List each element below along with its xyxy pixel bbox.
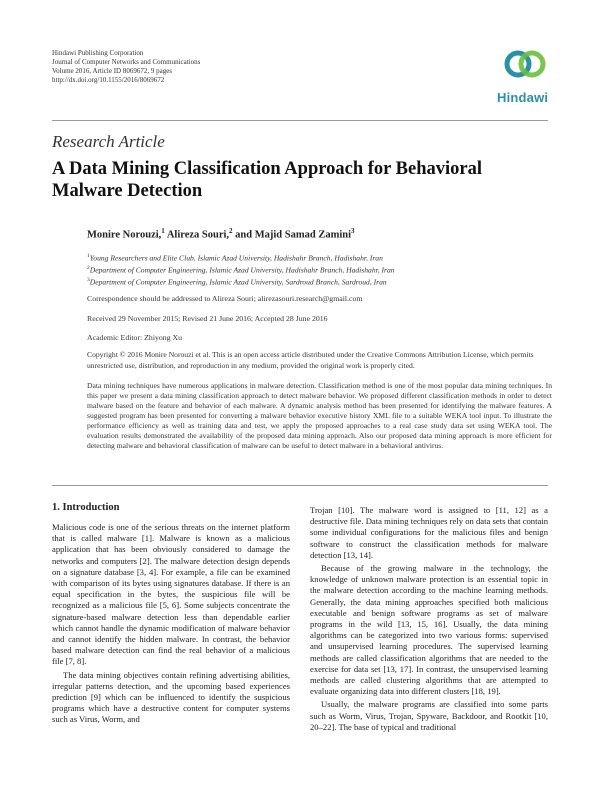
affiliation-sup: 3 [87,277,90,283]
volume-info: Volume 2016, Article ID 8069672, 9 pages [52,67,173,75]
author-name: and Majid Samad Zamini [235,229,351,241]
affiliation-sup: 2 [87,265,90,271]
left-column [52,522,290,726]
affiliation [87,274,547,289]
dates: Received 29 November 2015; Revised 21 June 2016; Accepted 28 June 2016 [87,314,328,323]
right-column [310,505,548,733]
affiliation-sup: 1 [87,253,90,259]
author-name: Alireza Souri, [166,229,230,241]
journal-name: Journal of Computer Networks and Communications [52,58,201,66]
affiliation-text: Department of Computer Engineering, Islamic Azad University, Sardroud Branch, Sardroud, Iran [89,277,387,287]
affiliation-text: Young Researchers and Elite Club, Islamic Azad University, Hadishahr Branch, Hadishahr, Iran [89,253,383,263]
author-sup: 1 [161,227,165,235]
header-divider [52,120,548,121]
paragraph: Usually, the malware programs are classified into some parts such as Worm, Virus, Trojan, Spyware, Backdoor, and Rootkit [10, 20–22]. The base of typical and traditional [310,699,548,732]
section-heading: 1. Introduction [52,502,120,513]
author-sup: 2 [229,227,233,235]
article-type: Research Article [52,132,165,151]
affiliation-text: Department of Computer Engineering, Islamic Azad University, Hadishahr Branch, Hadishahr, Iran [89,265,395,275]
abstract-divider [52,485,548,486]
copyright: Copyright © 2016 Monire Norouzi et al. This is an open access article distributed under the Creative Commons Attribution License, which permits unrestricted use, distribution, and reproduction in any medium, provided the original work is properly cited. [87,350,534,370]
academic-editor: Academic Editor: Zhiyong Xu [87,333,183,342]
doi-link[interactable]: http://dx.doi.org/10.1155/2016/8069672 [52,76,165,84]
paragraph: Because of the growing malware in the technology, the knowledge of unknown malware protection is an essential topic in the malware detection according to the machine learning methods. Generally, the data mining approaches specified both malicious executable and benign software programs as set of malware programs in the wild [13, 15, 16]. Usually, the data mining algorithms can be categorized into two various forms: supervised and unsupervised learning procedures. The supervised learning methods are called classification algorithms that are needed to the exercise for data set [13, 17]. In contrast, the unsupervised learning methods are called clustering algorithms that are attempted to evaluate organizing data into different clusters [18, 19]. [310,563,548,697]
publisher: Hindawi Publishing Corporation [52,49,144,57]
journal-header [52,49,200,85]
author-list [87,227,355,241]
paragraph: Trojan [10]. The malware word is assigned to [11, 12] as a destructive file. Data mining techniques rely on data sets that contain some individual configurations for the malicious files and benign software to construct the classification methods for malware detection [13, 14]. [310,505,548,560]
paper-title: A Data Mining Classification Approach for Behavioral Malware Detection [52,159,482,201]
author-name: Monire Norouzi, [87,229,162,241]
hindawi-logo-text: Hindawi [497,90,549,105]
author-sup: 3 [351,227,355,235]
abstract: Data mining techniques have numerous applications in malware detection. Classification method is one of the most popular data mining techniques. In this paper we present a data mining classification approach to detect malware behavior. We proposed different classification methods in order to detect malware based on the feature and behavior of each malware. A dynamic analysis method has been presented for identifying the malware features. A suggested program has been presented for converting a malware behavior executive history XML file to a suitable WEKA tool input. To illustrate the performance efficiency as well as training data and test, we apply the proposed approaches to a real case study data set using WEKA tool. The evaluation results demonstrated the availability of the proposed data mining approach. Also our proposed data mining approach is more efficient for detecting malware and behavioral classification of malware can be useful to detect malware in a behavioral antivirus. [87,381,552,450]
paragraph: Malicious code is one of the serious threats on the internet platform that is called malware [1]. Malware is known as a malicious application that has been obviously considered to damage the networks and computers [2]. The malware detection design depends on a signature database [3, 4]. For example, a file can be examined with comparison of its bytes using signatures database. If there is an equal specification in the bytes, the suspicious file will be recognized as a malicious file [5, 6]. Some subjects concentrate the signature-based malware detection less than dependable earlier which cannot handle the dynamic modification of malware behavior and cannot identify the hidden malware. In contrast, the behavior based malware detection can find the real behavior of a malicious file [7, 8]. [52,522,290,667]
paragraph: The data mining objectives contain refining advertising abilities, irregular patterns detection, and the upcoming based experiences prediction [9] which can be influenced to identify the suspicious programs which have a destructive content for computer systems such as Virus, Worm, and [52,669,290,725]
correspondence: Correspondence should be addressed to Alireza Souri; alirezasouri.research@gmail.com [87,294,363,303]
